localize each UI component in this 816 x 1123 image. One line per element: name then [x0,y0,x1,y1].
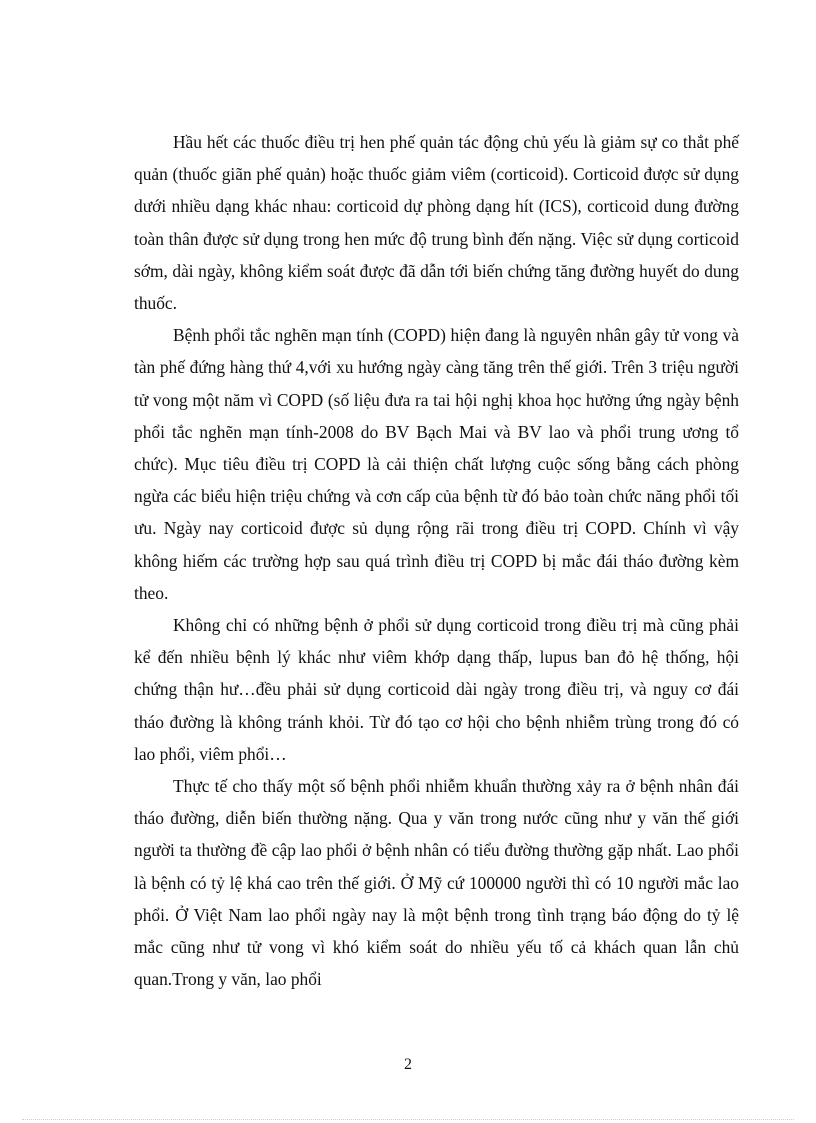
page-number: 2 [404,1056,412,1073]
page-bottom-divider [22,1119,794,1120]
paragraph-corticoid-asthma: Hầu hết các thuốc điều trị hen phế quản tác động chủ yếu là giảm sự co thắt phế quản (thuốc giãn phế quản) hoặc thuốc giảm viêm (corticoid). Corticoid được sử dụng dưới nhiều dạng khác nhau: corticoid dự phòng dạng hít (ICS), corticoid dung đường toàn thân được sử dụng trong hen mức độ trung bình đến nặng. Việc sử dụng corticoid sớm, dài ngày, không kiểm soát được đã dẫn tới biến chứng tăng đường huyết do dung thuốc. [134,132,739,314]
paragraph-copd: Bệnh phổi tắc nghẽn mạn tính (COPD) hiện đang là nguyên nhân gây tử vong và tàn phế đứng hàng thứ 4,với xu hướng ngày càng tăng trên thế giới. Trên 3 triệu người tử vong một năm vì COPD (số liệu đưa ra tai hội nghị khoa học hưởng ứng ngày bệnh phổi tắc nghẽn mạn tính-2008 do BV Bạch Mai và BV lao và phổi trung ương tổ chức). Mục tiêu điều trị COPD là cải thiện chất lượng cuộc sống bằng cách phòng ngừa các biểu hiện triệu chứng và cơn cấp của bệnh từ đó bảo toàn chức năng phổi tối ưu. Ngày nay corticoid được sủ dụng rộng rãi trong điều trị COPD. Chính vì vậy không hiếm các trường hợp sau quá trình điều trị COPD bị mắc đái tháo đường kèm theo. [134,325,739,603]
paragraph-tuberculosis: Thực tế cho thấy một số bệnh phổi nhiễm khuẩn thường xảy ra ở bệnh nhân đái tháo đường, diễn biến thường nặng. Qua y văn trong nước cũng như y văn thế giới người ta thường đề cập lao phổi ở bệnh nhân có tiểu đường thường gặp nhất. Lao phổi là bệnh có tỷ lệ khá cao trên thế giới. Ở Mỹ cứ 100000 người thì có 10 người mắc lao phổi. Ở Việt Nam lao phổi ngày nay là một bệnh trong tình trạng báo động do tỷ lệ mắc cũng như tử vong vì khó kiểm soát do nhiều yếu tố cả khách quan lẫn chủ quan.Trong y văn, lao phổi [134,776,739,990]
body-text [134,126,739,995]
paragraph-other-diseases: Không chỉ có những bệnh ở phổi sử dụng corticoid trong điều trị mà cũng phải kể đến nhiều bệnh lý khác như viêm khớp dạng thấp, lupus ban đỏ hệ thống, hội chứng thận hư…đều phải sử dụng corticoid dài ngày trong điều trị, và nguy cơ đái tháo đường là không tránh khỏi. Từ đó tạo cơ hội cho bệnh nhiễm trùng trong đó có lao phổi, viêm phổi… [134,615,739,764]
